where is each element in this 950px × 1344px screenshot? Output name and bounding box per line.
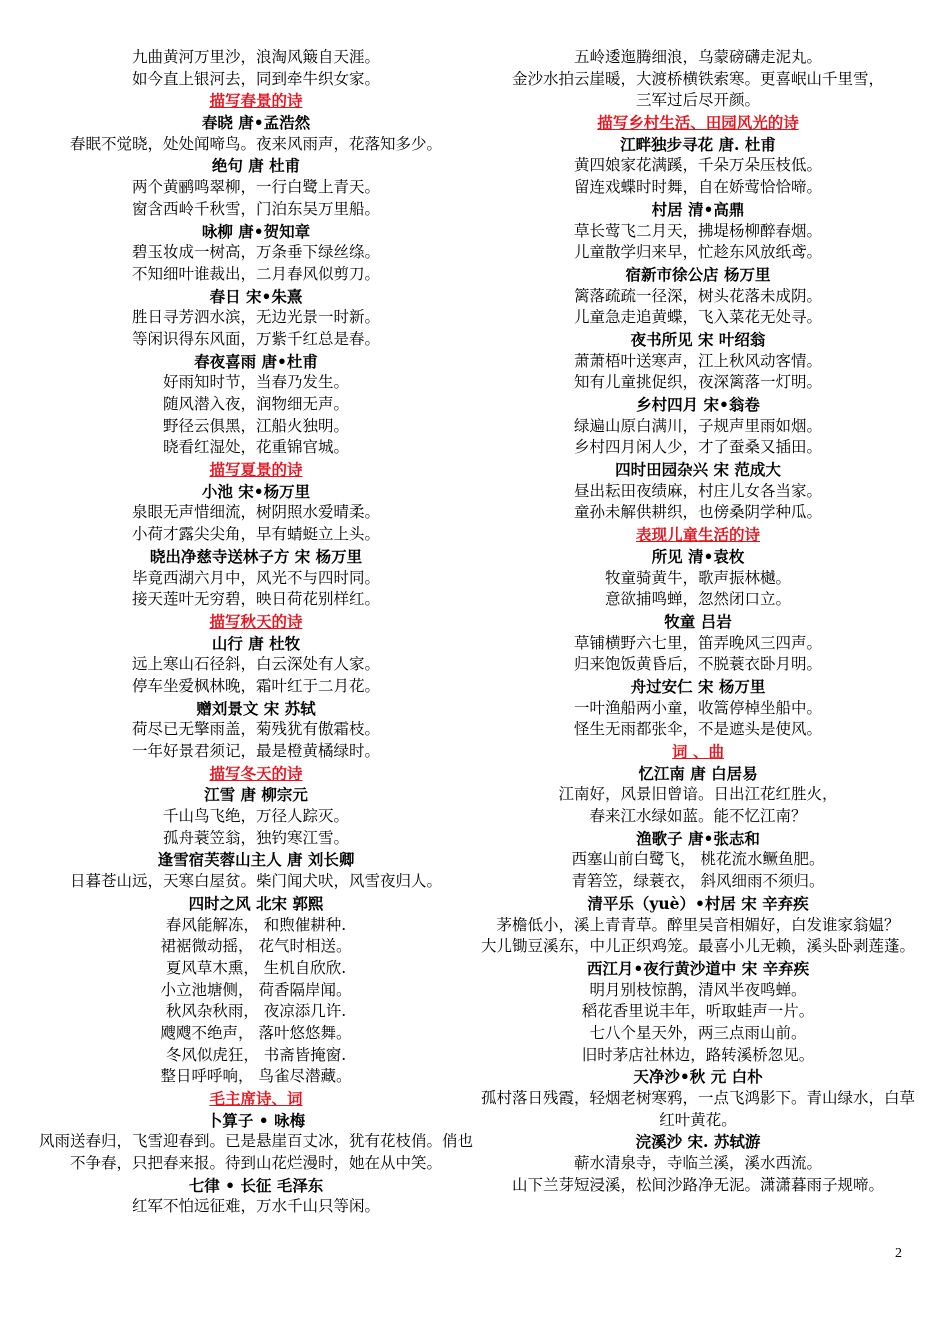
poem-line: 儿童散学归来早，忙趁东风放纸鸢。 bbox=[573, 243, 822, 262]
poem-line: 小荷才露尖尖角，早有蜻蜓立上头。 bbox=[131, 525, 380, 544]
poem-line: 草长莺飞二月天，拂堤杨柳醉春烟。 bbox=[573, 221, 822, 240]
poem-line: 九曲黄河万里沙，浪淘风簸自天涯。 bbox=[131, 48, 380, 66]
poem-title: 舟过安仁 宋 杨万里 bbox=[630, 676, 766, 696]
poem-line: 荷尽已无擎雨盖，菊残犹有傲霜枝。 bbox=[131, 720, 380, 739]
poem-line: 毕竟西湖六月中，风光不与四时同。 bbox=[131, 568, 380, 587]
poem-title: 四时田园杂兴 宋 范成大 bbox=[615, 460, 781, 480]
poem-title: 春晓 唐•孟浩然 bbox=[201, 113, 311, 133]
poem-paragraph: 孤村落日残霞，轻烟老树寒鸦，一点飞鸿影下。青山绿水，白草红叶黄花。 bbox=[480, 1089, 915, 1129]
poem-title: 咏柳 唐•贺知章 bbox=[201, 221, 311, 241]
poem-line: 冬风似虎狂， 书斋皆掩窗. bbox=[165, 1045, 347, 1064]
poem-line: 千山鸟飞绝，万径人踪灭。 bbox=[162, 807, 349, 826]
poem-line: 儿童急走追黄蝶，飞入菜花无处寻。 bbox=[573, 308, 822, 327]
poem-line: 一叶渔船两小童，收篙停棹坐船中。 bbox=[573, 698, 822, 717]
poem-title: 乡村四月 宋•翁卷 bbox=[636, 395, 760, 414]
poem-line: 怪生无雨都张伞，不是遮头是使风。 bbox=[573, 720, 822, 739]
poem-line: 童孙未解供耕织，也傍桑阴学种瓜。 bbox=[573, 503, 822, 522]
poem-title: 渔歌子 唐•张志和 bbox=[636, 828, 760, 848]
poem-line: 青箬笠，绿蓑衣， 斜风细雨不须归。 bbox=[571, 872, 825, 891]
poem-line: 绿遍山原白满川，子规声里雨如烟。 bbox=[573, 416, 822, 435]
poem-line: 远上寒山石径斜，白云深处有人家。 bbox=[131, 655, 380, 674]
poem-title: 七律 • 长征 毛泽东 bbox=[188, 1175, 324, 1195]
poem-title: 天净沙•秋 元 白朴 bbox=[633, 1067, 763, 1087]
poem-line: 两个黄鹂鸣翠柳，一行白鹭上青天。 bbox=[131, 178, 380, 197]
poem-line: 春眠不觉晓，处处闻啼鸟。夜来风雨声，花落知多少。 bbox=[69, 134, 442, 153]
poem-title: 山行 唐 杜牧 bbox=[211, 633, 301, 653]
poem-line: 等闲识得东风面，万紫千红总是春。 bbox=[131, 329, 380, 348]
poem-title: 春夜喜雨 唐•杜甫 bbox=[194, 351, 318, 371]
page-number: 2 bbox=[895, 1246, 902, 1261]
poem-line: 碧玉妆成一树高，万条垂下绿丝绦。 bbox=[131, 243, 380, 262]
poem-title: 江畔独步寻花 唐. 杜甫 bbox=[620, 134, 776, 154]
poem-line: 胜日寻芳泗水滨，无边光景一时新。 bbox=[131, 308, 380, 327]
poem-line: 稻花香里说丰年，听取蛙声一片。 bbox=[581, 1002, 815, 1021]
poem-paragraph: 大儿锄豆溪东，中儿正织鸡笼。最喜小儿无赖，溪头卧剥莲蓬。 bbox=[480, 937, 915, 956]
poem-line: 篱落疏疏一径深，树头花落未成阴。 bbox=[573, 286, 822, 305]
poem-title: 四时之风 北宋 郭熙 bbox=[188, 893, 324, 913]
poem-line: 飕飕不绝声， 落叶悠悠舞。 bbox=[160, 1023, 352, 1042]
poem-line: 春风能解冻， 和煦催耕种. bbox=[165, 915, 347, 934]
poem-line: 秋风杂秋雨， 夜凉添几许. bbox=[165, 1002, 347, 1021]
poem-line: 裙裾微动摇， 花气时相送。 bbox=[160, 937, 352, 956]
poem-line: 好雨知时节，当春乃发生。 bbox=[162, 373, 349, 392]
poem-title: 所见 清•袁枚 bbox=[651, 546, 745, 566]
poem-title: 江雪 唐 柳宗元 bbox=[204, 785, 308, 805]
poem-title: 晓出净慈寺送林子方 宋 杨万里 bbox=[149, 546, 363, 566]
poem-line: 停车坐爱枫林晚，霜叶红于二月花。 bbox=[131, 676, 380, 695]
poem-title: 春日 宋•朱熹 bbox=[209, 286, 303, 306]
poem-line: 金沙水拍云崖暖，大渡桥横铁索寒。更喜岷山千里雪， bbox=[511, 69, 884, 88]
poem-title: 夜书所见 宋 叶绍翁 bbox=[630, 329, 766, 349]
poem-title: 卜算子 • 咏梅 bbox=[206, 1110, 306, 1130]
poem-title: 小池 宋•杨万里 bbox=[201, 481, 311, 501]
poem-title: 绝句 唐 杜甫 bbox=[211, 156, 301, 176]
poem-title: 村居 清•高鼎 bbox=[651, 199, 745, 219]
section-heading: 描写秋天的诗 bbox=[209, 611, 303, 631]
section-heading: 表现儿童生活的诗 bbox=[635, 525, 760, 545]
poem-title: 赠刘景文 宋 苏轼 bbox=[196, 698, 316, 718]
poem-line: 留连戏蝶时时舞，自在娇莺恰恰啼。 bbox=[573, 178, 822, 197]
poem-line: 晓看红湿处，花重锦官城。 bbox=[162, 438, 349, 457]
section-heading: 词 、曲 bbox=[672, 742, 724, 761]
poem-line: 日暮苍山远，天寒白屋贫。柴门闻犬吠，风雪夜归人。 bbox=[69, 872, 442, 891]
poem-paragraph: 风雨送春归，飞雪迎春到。已是悬崖百丈冰，犹有花枝俏。俏也不争春，只把春来报。待到山花烂漫时，她在从中笑。 bbox=[38, 1132, 473, 1173]
right-column bbox=[478, 47, 918, 1197]
poem-title: 忆江南 唐 白居易 bbox=[638, 763, 758, 783]
poem-line: 三军过后尽开颜。 bbox=[635, 91, 760, 110]
poem-line: 牧童骑黄牛，歌声振林樾。 bbox=[604, 568, 791, 587]
poem-line: 孤舟蓑笠翁，独钓寒江雪。 bbox=[162, 828, 349, 847]
poem-line: 萧萧梧叶送寒声，江上秋风动客情。 bbox=[573, 351, 822, 370]
poem-line: 如今直上银河去，同到牵牛织女家。 bbox=[131, 69, 380, 88]
poem-line: 小立池塘侧， 荷香隔岸闻。 bbox=[160, 980, 352, 999]
poem-line: 接天莲叶无穷碧，映日荷花别样红。 bbox=[131, 590, 380, 609]
poem-title: 西江月•夜行黄沙道中 宋 辛弃疾 bbox=[586, 958, 810, 978]
poem-line: 夏风草木熏， 生机自欣欣. bbox=[165, 958, 347, 977]
poem-line: 窗含西岭千秋雪，门泊东吴万里船。 bbox=[131, 199, 380, 218]
poem-line: 五岭逶迤腾细浪，乌蒙磅礴走泥丸。 bbox=[573, 48, 822, 66]
poem-line: 春来江水绿如蓝。能不忆江南？ bbox=[589, 807, 807, 826]
poem-line: 意欲捕鸣蝉，忽然闭口立。 bbox=[604, 590, 791, 609]
poem-line: 野径云俱黑，江船火独明。 bbox=[162, 416, 349, 435]
poem-title: 逢雪宿芙蓉山主人 唐 刘长卿 bbox=[157, 850, 355, 870]
poem-line: 随风潜入夜，润物细无声。 bbox=[162, 395, 349, 413]
poem-line: 红军不怕远征难，万水千山只等闲。 bbox=[131, 1197, 380, 1216]
poem-line: 乡村四月闲人少，才了蚕桑又插田。 bbox=[573, 438, 822, 457]
poem-line: 草铺横野六七里，笛弄晚风三四声。 bbox=[573, 633, 822, 652]
section-heading: 描写夏景的诗 bbox=[209, 460, 303, 480]
poem-line: 昼出耘田夜绩麻，村庄儿女各当家。 bbox=[573, 481, 822, 500]
section-heading: 描写春景的诗 bbox=[209, 91, 303, 111]
poem-paragraph: 茅檐低小，溪上青青草。醉里吴音相媚好，白发谁家翁媪？ bbox=[496, 915, 900, 934]
poem-line: 旧时茅店社林边，路转溪桥忽见。 bbox=[581, 1045, 815, 1064]
poem-line: 山下兰芽短浸溪，松间沙路净无泥。潇潇暮雨子规啼。 bbox=[511, 1175, 884, 1194]
poem-line: 不知细叶谁裁出，二月春风似剪刀。 bbox=[131, 264, 380, 283]
poem-title: 清平乐（yuè）•村居 宋 辛弃疾 bbox=[587, 893, 809, 913]
poem-line: 蕲水清泉寺，寺临兰溪，溪水西流。 bbox=[573, 1154, 822, 1173]
poem-line: 一年好景君须记，最是橙黄橘绿时。 bbox=[131, 742, 380, 760]
poem-line: 整日呼呼响， 鸟雀尽潜藏。 bbox=[160, 1067, 352, 1086]
poem-line: 泉眼无声惜细流，树阴照水爱晴柔。 bbox=[131, 503, 380, 522]
section-heading: 毛主席诗、词 bbox=[209, 1089, 303, 1108]
poem-line: 江南好，风景旧曾谙。日出江花红胜火， bbox=[558, 785, 838, 804]
poem-line: 知有儿童挑促织，夜深篱落一灯明。 bbox=[573, 373, 822, 392]
section-heading: 描写冬天的诗 bbox=[209, 763, 303, 783]
poem-title: 牧童 吕岩 bbox=[664, 611, 732, 631]
poem-line: 黄四娘家花满蹊，千朵万朵压枝低。 bbox=[573, 156, 822, 175]
left-column bbox=[36, 47, 476, 1218]
poem-line: 明月别枝惊鹊，清风半夜鸣蝉。 bbox=[589, 980, 807, 999]
poem-line: 西塞山前白鹭飞， 桃花流水鳜鱼肥。 bbox=[571, 850, 825, 869]
poem-title: 浣溪沙 宋. 苏轼游 bbox=[635, 1132, 761, 1152]
section-heading: 描写乡村生活、田园风光的诗 bbox=[597, 113, 799, 133]
poem-title: 宿新市徐公店 杨万里 bbox=[625, 264, 771, 284]
poem-line: 归来饱饭黄昏后，不脱蓑衣卧月明。 bbox=[573, 655, 822, 674]
poem-line: 七八个星天外，两三点雨山前。 bbox=[589, 1023, 807, 1042]
